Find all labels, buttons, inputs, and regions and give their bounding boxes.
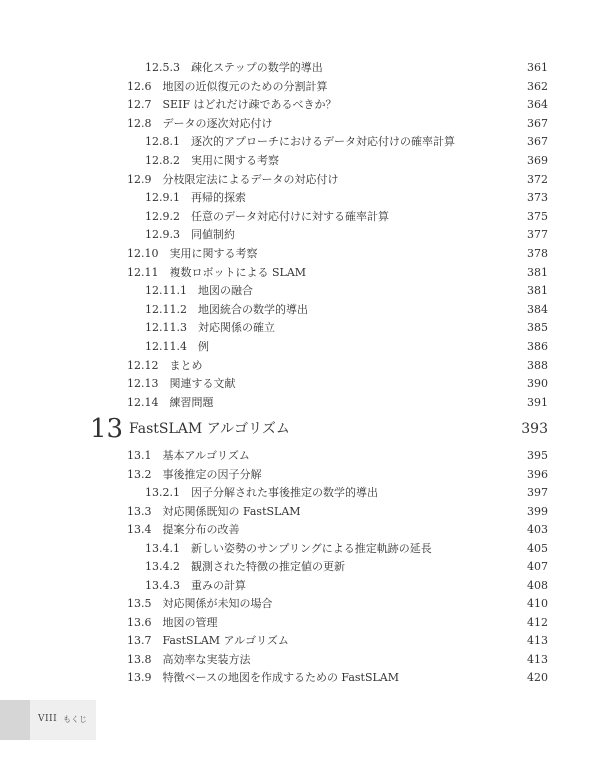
toc-entry-label: 12.6 地図の近似復元のための分割計算 (127, 79, 328, 93)
toc-entry-label: 12.11 複数ロボットによる SLAM (127, 265, 307, 279)
toc-entry-page: 369 (527, 154, 548, 167)
toc-entry-label: 12.11.2 地図統合の数学的導出 (145, 302, 308, 316)
toc-entry-page: 377 (527, 228, 548, 242)
toc-entry-page: 364 (527, 98, 548, 112)
toc-entry-page: 399 (527, 504, 548, 518)
toc-entry-label: 13.9 特徴ベースの地図を作成するための FastSLAM (127, 671, 399, 684)
toc-entry-page: 390 (527, 377, 548, 391)
toc-entry-label: 12.11.3 対応関係の確立 (145, 321, 275, 335)
toc-entry-page: 405 (527, 541, 548, 555)
toc-entry-page: 375 (527, 209, 548, 223)
toc-entry-page: 386 (527, 340, 548, 353)
toc-entry-label: 12.9 分枝限定法によるデータの対応付け (127, 172, 339, 186)
toc-entry-page: 407 (527, 560, 548, 573)
toc-entry-label: 12.8.1 逐次的アプローチにおけるデータ対応付けの確率計算 (145, 135, 455, 149)
toc-entry-page: 362 (527, 79, 548, 93)
toc-entry-page: 384 (527, 302, 548, 316)
toc-entry-label: 12.12 まとめ (127, 358, 203, 372)
toc-entry-page: 385 (527, 321, 548, 335)
toc-entry-page: 378 (527, 247, 548, 260)
toc-entry-label: 12.14 練習問題 (127, 395, 214, 409)
toc-entry-label: 13.4.2 観測された特徴の推定値の更新 (145, 560, 345, 573)
toc-entry-page: 413 (527, 652, 548, 666)
toc-entry-label: 12.11.1 地図の融合 (145, 284, 253, 298)
toc-entry-label: 13.5 対応関係が未知の場合 (127, 597, 273, 610)
footer-label: もくじ (63, 715, 87, 724)
chapter-page: 393 (521, 421, 548, 437)
toc-entry-label: 13.4.1 新しい姿勢のサンプリングによる推定軌跡の延長 (145, 541, 432, 555)
toc-entry-page: 373 (527, 191, 548, 205)
toc-entry-page: 367 (527, 135, 548, 149)
toc-entry-label: 12.9.3 同値制約 (145, 228, 235, 242)
toc-entry-label: 13.4.3 重みの計算 (145, 578, 246, 592)
toc-entry-label: 12.5.3 疎化ステップの数学的導出 (145, 61, 323, 74)
toc-entry-page: 408 (527, 578, 548, 592)
toc-entry-page: 381 (527, 284, 548, 298)
toc-entry-label: 12.10 実用に関する考察 (127, 247, 258, 260)
toc-entry-label: 13.4 提案分布の改善 (127, 523, 240, 536)
toc-entry-page: 397 (527, 486, 548, 499)
toc-entry-label: 12.13 関連する文献 (127, 377, 236, 391)
toc-entry-label: 13.6 地図の管理 (127, 615, 218, 629)
toc-entry-label: 12.9.2 任意のデータ対応付けに対する確率計算 (145, 209, 389, 223)
toc-entry-page: 361 (527, 61, 548, 74)
toc-entry-page: 403 (527, 523, 548, 536)
toc-entry-label: 13.8 高効率な実装方法 (127, 652, 251, 666)
toc-entry-label: 12.9.1 再帰的探索 (145, 191, 246, 205)
toc-entry-label: 12.7 SEIF はどれだけ疎であるべきか？ (127, 98, 337, 112)
toc-entry-label: 13.1 基本アルゴリズム (127, 449, 250, 462)
toc-entry-page: 410 (527, 597, 548, 610)
toc-entry-page: 367 (527, 116, 548, 130)
footer-page-number: VIII (38, 714, 58, 724)
chapter-heading (90, 415, 548, 443)
toc-entry-label: 13.2.1 因子分解された事後推定の数学的導出 (145, 486, 378, 499)
chapter-number: 13 (90, 414, 124, 444)
chapter-title: FastSLAM アルゴリズム (129, 421, 290, 437)
toc-entry-label: 13.7 FastSLAM アルゴリズム (127, 634, 289, 647)
footer-tab-accent (0, 700, 30, 740)
toc-entry-page: 395 (527, 449, 548, 462)
toc-entry-page: 413 (527, 634, 548, 647)
toc-entry-page: 396 (527, 467, 548, 481)
toc-entry-label: 13.2 事後推定の因子分解 (127, 467, 262, 481)
toc-entry-label: 13.3 対応関係既知の FastSLAM (127, 504, 301, 518)
toc-entry-page: 412 (527, 615, 548, 629)
toc-entry-label: 12.8 データの逐次対応付け (127, 116, 273, 130)
toc-entry-page: 381 (527, 265, 548, 279)
toc-entry-label: 12.11.4 例 (145, 340, 209, 353)
toc-entry-page: 388 (527, 358, 548, 372)
toc-entry-page: 420 (527, 671, 548, 684)
toc-entry-label: 12.8.2 実用に関する考察 (145, 154, 279, 167)
toc-entry-page: 391 (527, 395, 548, 409)
toc-entry-page: 372 (527, 172, 548, 186)
